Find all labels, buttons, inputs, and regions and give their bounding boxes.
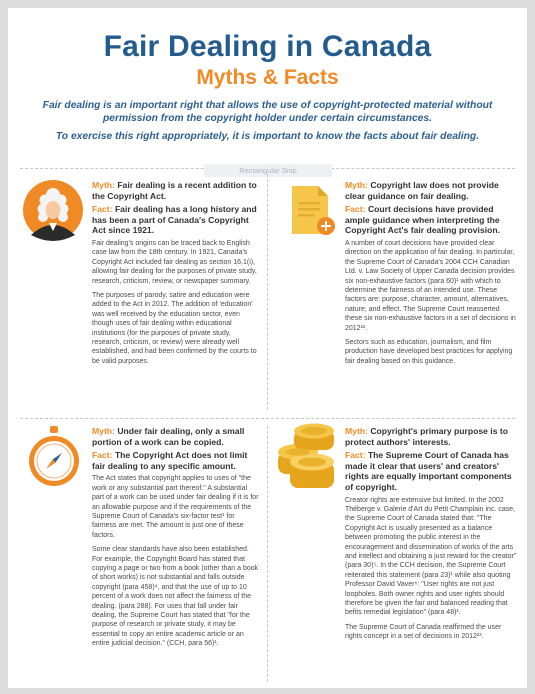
myth-label: Myth:: [92, 180, 115, 190]
myth-statement: [92, 180, 260, 201]
myth-label: Myth:: [345, 426, 368, 436]
divider-vertical-top: [267, 174, 268, 410]
body-paragraph: The Act states that copyright applies to uses of "the work or any substantial part thereof." A substantial part of a work can be used under fair dealing if it is for an allowable purpose and if the requirements of the Supreme Court of Canada's six-factor test¹ for fairness are met. The amount is just one of these factors.: [92, 475, 259, 539]
page-title: Fair Dealing in Canada: [103, 30, 432, 63]
myth-label: Myth:: [345, 180, 368, 190]
document-plus-icon: [290, 184, 338, 240]
fact-text: The Copyright Act does not limit fair dealing to any specific amount.: [92, 450, 248, 471]
body-paragraph: Creator rights are extensive but limited. In the 2002 Théberge v. Galerie d'Art du Petit Champlain inc. case, the Supreme Court of Canada stated that: "The Copyright Act is usually presented as a balance between promoting the public interest in the encouragement and dissemination of works of the arts and intellect and obtaining a just reward for the creator" (para 30)⁵. In the CCH decision, the Supreme Court reiterated this statement (para 23)¹ while also quoting Professor David Vaver⁶: "User rights are not just loopholes. Both owner rights and user rights should therefore be given the fair and balanced reading that befits remedial legislation" (para 48)¹.: [345, 496, 517, 617]
body-paragraph: Fair dealing's origins can be traced back to English case law from the 18th century. In 1921, Canada's Copyright Act included fair dealing as section 16.1(i), allowing fair dealing for the purposes of private study, research, criticism, review, or newspaper summary.: [92, 239, 257, 285]
fact-label: Fact:: [92, 450, 113, 461]
fact-label: Fact:: [345, 204, 366, 215]
page-subtitle: Myths & Facts: [196, 66, 339, 89]
intro-text: Fair dealing is an important right that allows the use of copyright-protected material without permission from the copyright holder under certain circumstances.: [42, 100, 493, 124]
myth-statement: [345, 180, 517, 201]
snip-tag: Rectangular Snip: [204, 164, 332, 177]
fact-text: Fair dealing has a long history and has been a part of Canada's Copyright Act since 1921.: [92, 204, 257, 236]
fact-text: Court decisions have provided ample guidance when interpreting the Copyright Act's fair dealing provision.: [345, 204, 500, 236]
fact-statement: [345, 204, 517, 236]
judge-icon: [22, 179, 84, 241]
coins-icon: [276, 422, 348, 492]
fact-text: The Supreme Court of Canada has made it clear that users' and creators' rights are equally important components of copyright.: [345, 450, 512, 492]
body-paragraph: The purposes of parody, satire and education were added to the Act in 2012. The addition of 'education' was well received by the education sector, even though uses of fair dealing within educational institutions (for the purposes of private study, research, criticism, or review) were already well established, and had been confirmed by the courts to be valid purposes.: [92, 292, 257, 365]
myth-text: Fair dealing is a recent addition to the Copyright Act.: [92, 180, 257, 201]
compass-icon: [26, 426, 82, 488]
infographic-page: [8, 8, 527, 688]
fact-statement: [92, 204, 260, 236]
divider-vertical-bottom: [267, 426, 268, 682]
section-primary-purpose: [345, 426, 517, 647]
body-paragraph: Some clear standards have also been established. For example, the Copyright Board has stated that copying a page or two from a book (other than a book of short works) is not substantial and falls outside copyright (para 458)⁴, and that the use of up to 10 percent of a work does not affect the fairness of the dealing. (para 288). For uses that fall under fair dealing, the Supreme Court has stated that "for the purpose of research or private study, it may be essential to copy an entire academic article or an entire judicial decision." (CCH, para 56)¹.: [92, 546, 259, 648]
myth-text: Copyright's primary purpose is to protect authors' interests.: [345, 426, 508, 447]
myth-statement: [92, 426, 260, 447]
fact-label: Fact:: [345, 450, 366, 461]
section-recent-addition: [92, 180, 260, 371]
divider-middle: [20, 418, 515, 419]
fact-statement: [92, 450, 260, 471]
intro-text-secondary: To exercise this right appropriately, it is important to know the facts about fair dealing.: [55, 131, 480, 142]
myth-text: Copyright law does not provide clear guidance on fair dealing.: [345, 180, 499, 201]
body-paragraph: The Supreme Court of Canada reaffirmed the user rights concept in a set of decisions in 2012²³.: [345, 623, 502, 641]
body-paragraph: A number of court decisions have provided clear direction on the application of fair dealing. In particular, the Supreme Court of Canada's 2004 CCH Canadian Ltd. v. Law Society of Upper Canada decision provides six non-exhaustive factors (para 60)¹ with which to determine the fairness of an intended use. These factors are: purpose, character, amount, alternatives, nature, and effect. The Supreme Court reasserted these six non-exhaustive factors in a set of decisions in 2012²³.: [345, 239, 516, 332]
myth-label: Myth:: [92, 426, 115, 436]
fact-label: Fact:: [92, 204, 113, 215]
section-amount-copied: [92, 426, 260, 654]
myth-text: Under fair dealing, only a small portion of a work can be copied.: [92, 426, 245, 447]
myth-statement: [345, 426, 517, 447]
body-paragraph: Sectors such as education, journalism, and film production have developed best practices for applying fair dealing based on this guidance.: [345, 339, 513, 365]
section-clear-guidance: [345, 180, 517, 371]
fact-statement: [345, 450, 517, 492]
